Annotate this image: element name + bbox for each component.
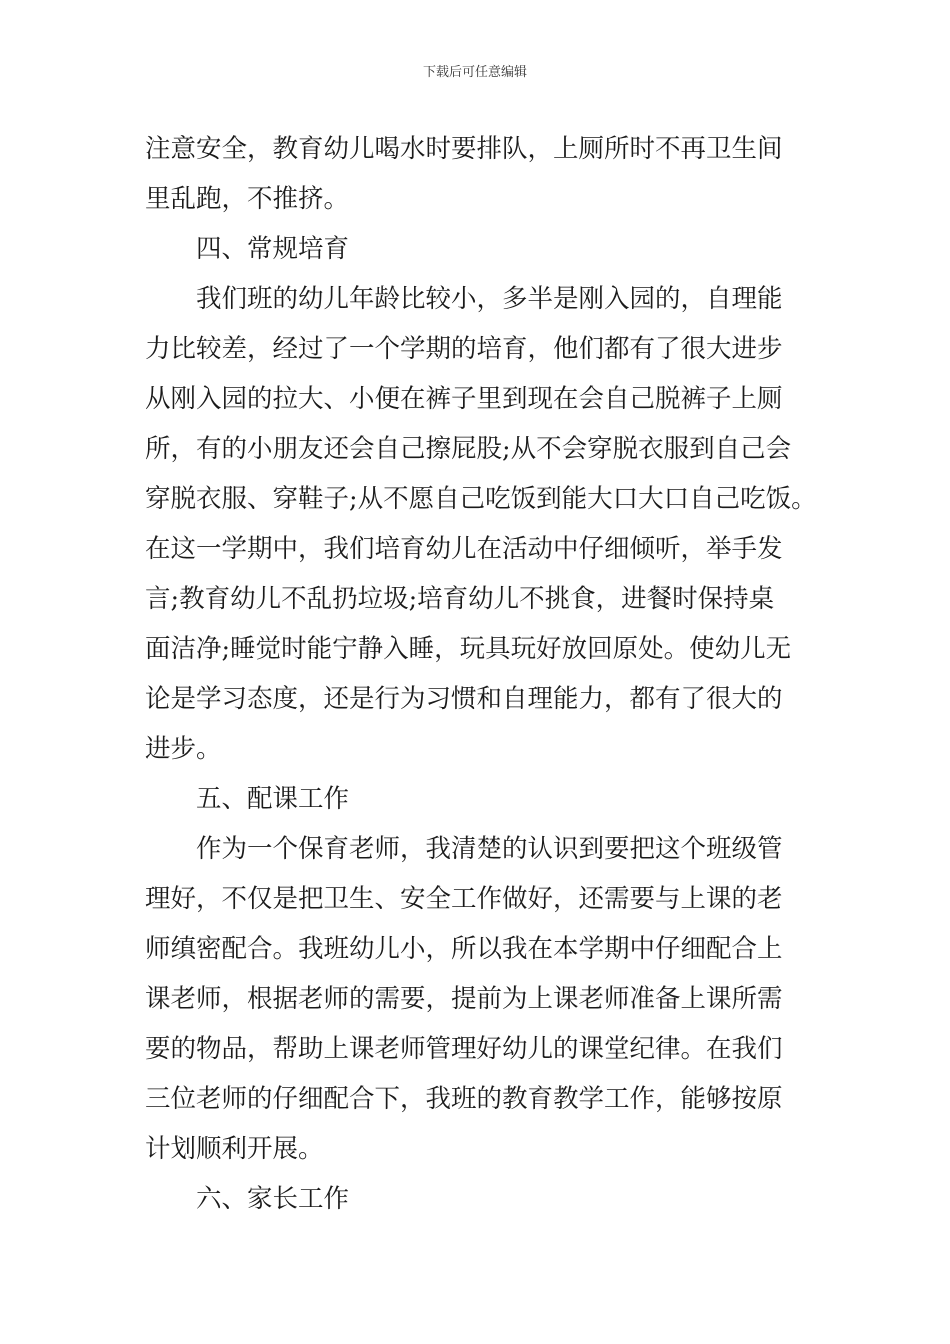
body-line: 课老师，根据老师的需要，提前为上课老师准备上课所需 <box>145 984 783 1014</box>
body-line: 穿脱衣服、穿鞋子;从不愿自己吃饭到能大口大口自己吃饭。 <box>145 484 817 514</box>
body-line: 作为一个保育老师，我清楚的认识到要把这个班级管 <box>196 834 783 864</box>
body-line: 从刚入园的拉大、小便在裤子里到现在会自己脱裤子上厕 <box>145 384 783 414</box>
body-line: 进步。 <box>145 734 222 764</box>
body-line: 注意安全，教育幼儿喝水时要排队，上厕所时不再卫生间 <box>145 134 783 164</box>
body-line: 论是学习态度，还是行为习惯和自理能力，都有了很大的 <box>145 684 783 714</box>
body-line: 里乱跑，不推挤。 <box>145 184 350 214</box>
section-heading-4: 四、常规培育 <box>196 234 350 264</box>
body-line: 在这一学期中，我们培育幼儿在活动中仔细倾听，举手发 <box>145 534 783 564</box>
body-line: 我们班的幼儿年龄比较小，多半是刚入园的，自理能 <box>196 284 783 314</box>
section-heading-5: 五、配课工作 <box>196 784 350 814</box>
body-line: 师缜密配合。我班幼儿小，所以我在本学期中仔细配合上 <box>145 934 783 964</box>
body-line: 三位老师的仔细配合下，我班的教育教学工作，能够按原 <box>145 1084 783 1114</box>
page-header: 下载后可任意编辑 <box>422 65 527 80</box>
body-line: 言;教育幼儿不乱扔垃圾;培育幼儿不挑食，进餐时保持桌 <box>145 584 775 614</box>
body-line: 计划顺利开展。 <box>145 1134 324 1164</box>
body-line: 力比较差，经过了一个学期的培育，他们都有了很大进步 <box>145 334 783 364</box>
body-line: 要的物品，帮助上课老师管理好幼儿的课堂纪律。在我们 <box>145 1034 783 1064</box>
body-line: 面洁净;睡觉时能宁静入睡，玩具玩好放回原处。使幼儿无 <box>145 634 792 664</box>
body-line: 理好，不仅是把卫生、安全工作做好，还需要与上课的老 <box>145 884 783 914</box>
body-line: 所，有的小朋友还会自己擦屁股;从不会穿脱衣服到自己会 <box>145 434 792 464</box>
section-heading-6: 六、家长工作 <box>196 1184 350 1214</box>
